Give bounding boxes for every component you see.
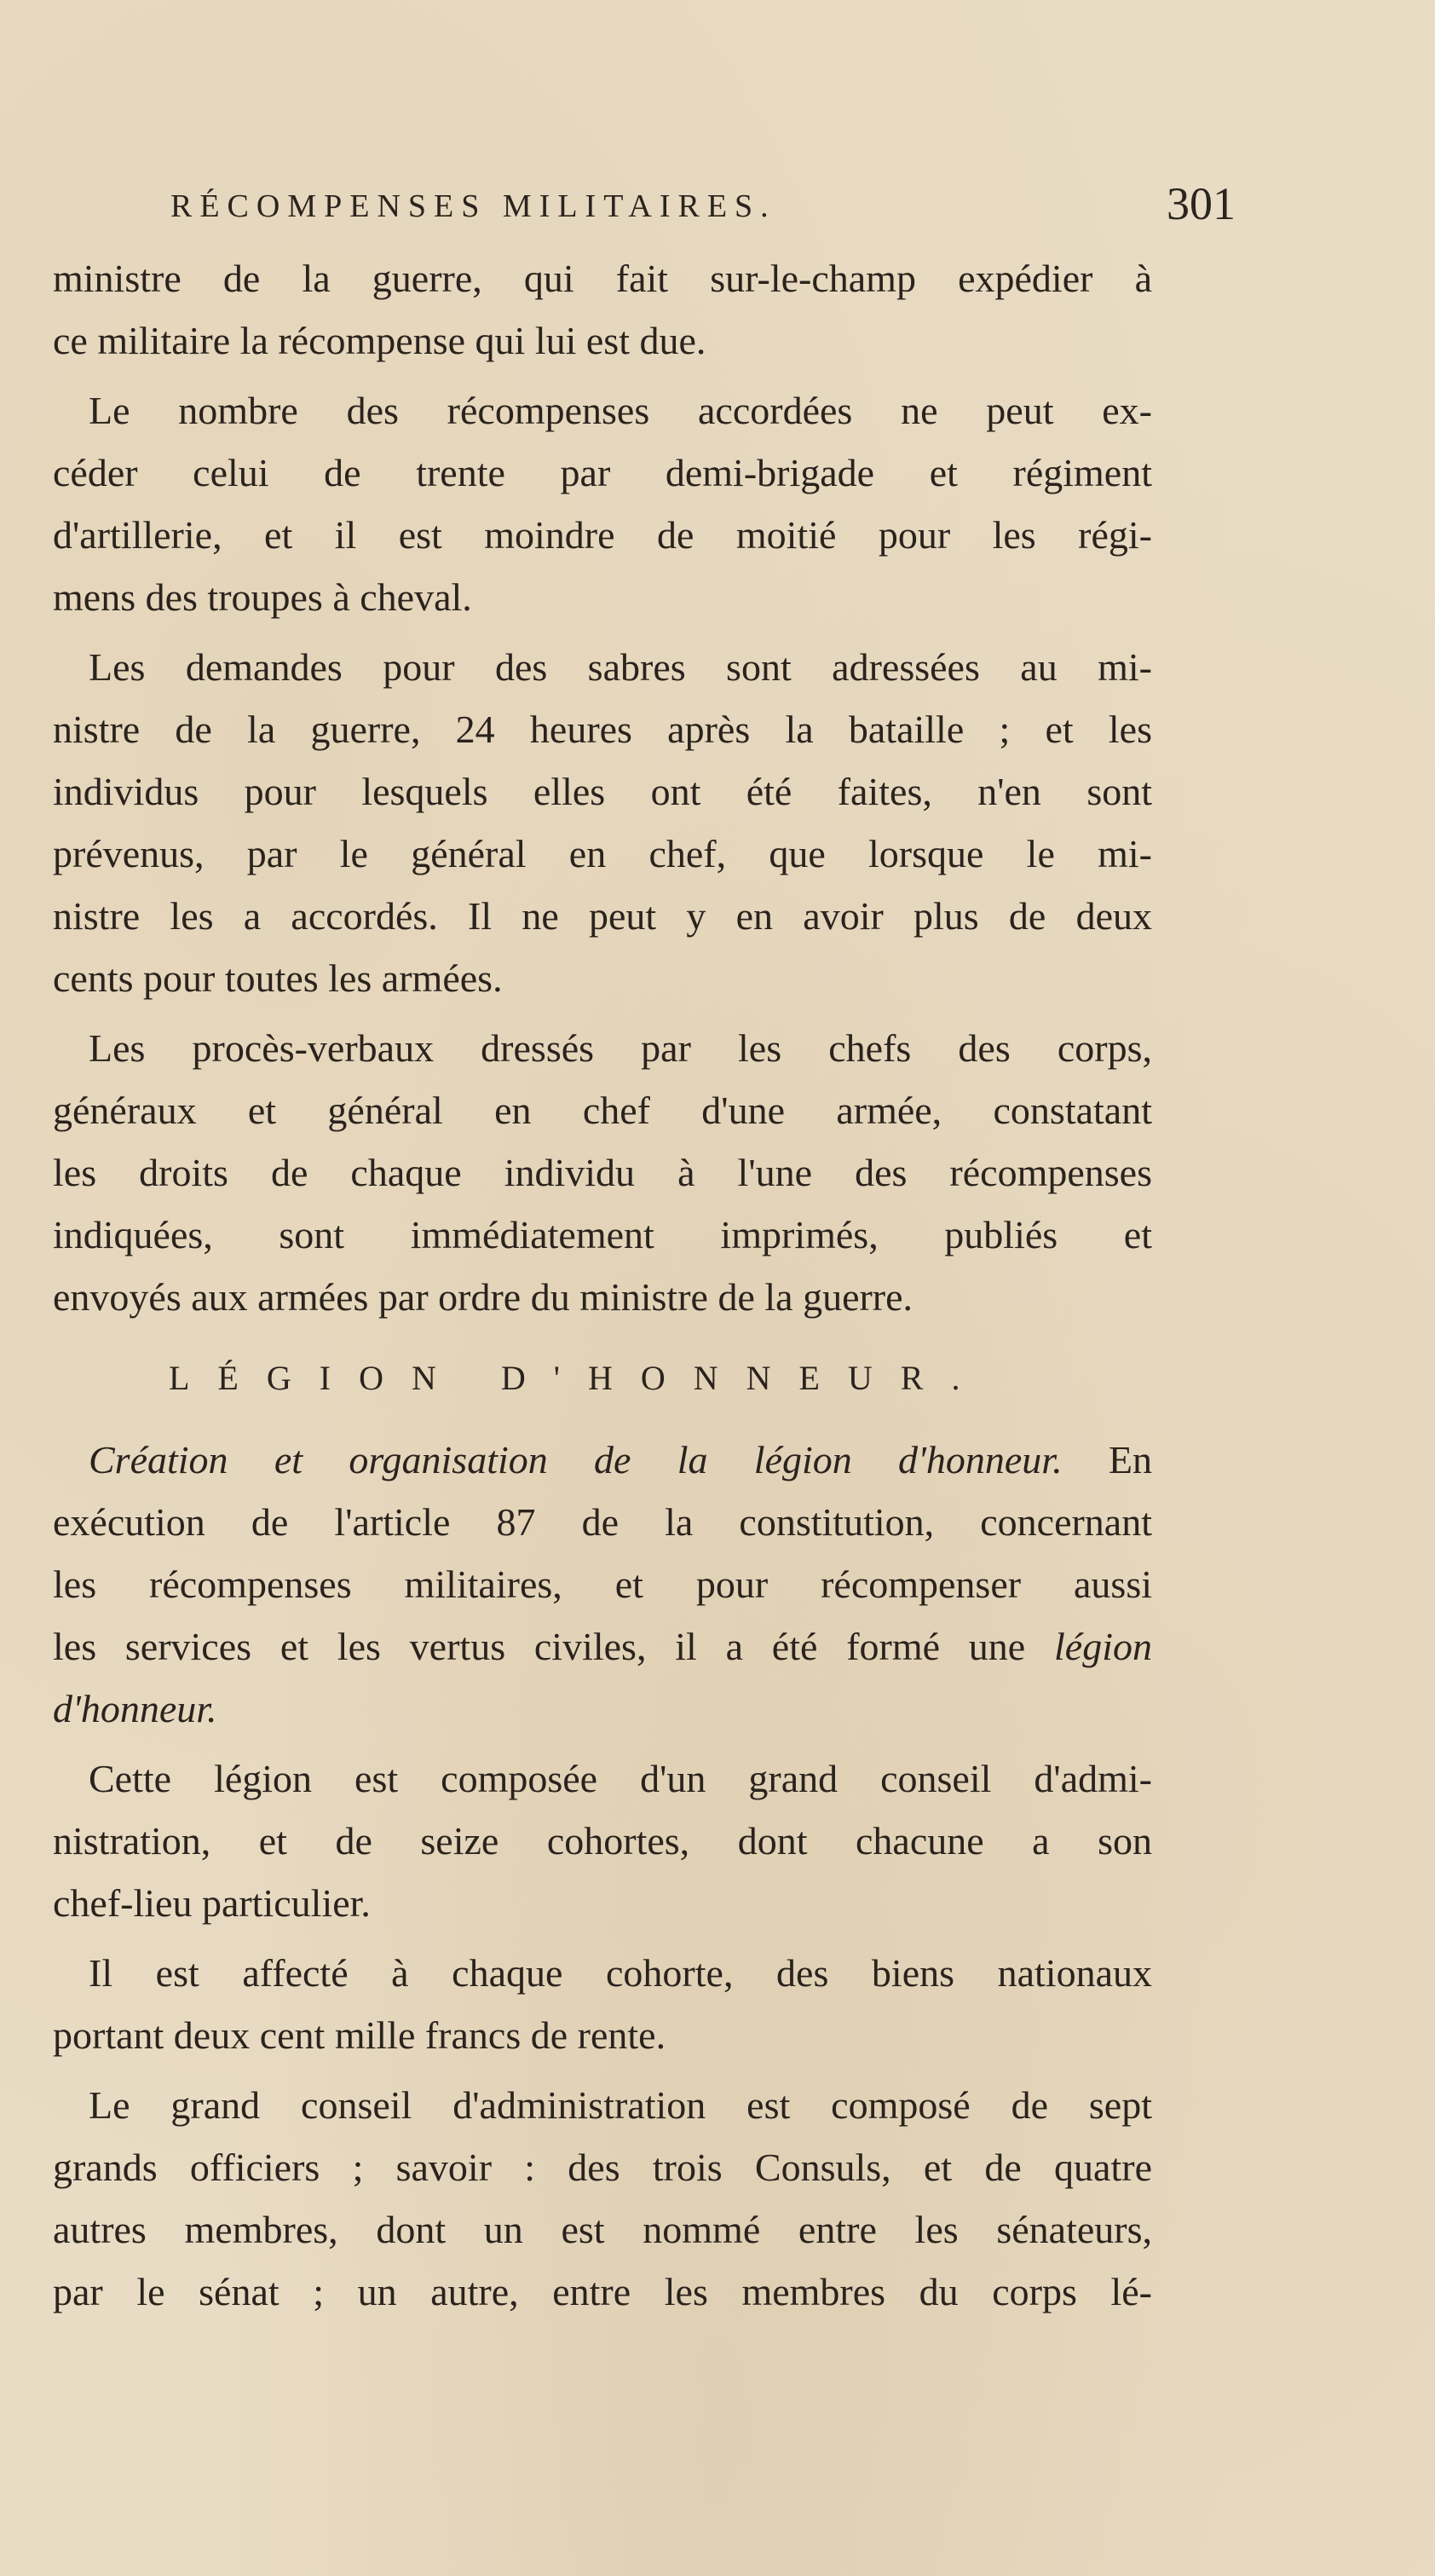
paragraph (53, 379, 1152, 628)
italic-lead: Création et organisation de la légion d'honneur. (89, 1438, 1063, 1481)
text-line: cents pour toutes les armées. (53, 956, 503, 1000)
paragraph (53, 2074, 1152, 2323)
text-line: individus pour lesquels elles ont été faites, n'en sont (53, 770, 1152, 813)
text-line: prévenus, par le général en chef, que lorsque le mi- (53, 832, 1152, 875)
text-line: nistration, et de seize cohortes, dont chacune a son (53, 1819, 1152, 1863)
body-text (53, 247, 1152, 2323)
paragraph (53, 636, 1152, 1009)
text-line: Le grand conseil d'administration est composé de sept (89, 2083, 1152, 2127)
text-line (53, 1429, 1152, 1491)
section-heading: LÉGION D'HONNEUR. (169, 1359, 988, 1397)
paragraph (53, 1747, 1152, 1934)
running-title: RÉCOMPENSES MILITAIRES. (170, 188, 776, 224)
italic-text: légion (1054, 1625, 1153, 1668)
paragraph (53, 1017, 1152, 1328)
text-line (53, 1615, 1152, 1678)
text-line: chef-lieu particulier. (53, 1881, 371, 1925)
text-line: Les procès-verbaux dressés par les chefs des corps, (89, 1026, 1152, 1070)
paragraph (53, 1429, 1152, 1740)
text-line: exécution de l'article 87 de la constitution, concernant (53, 1500, 1152, 1544)
lead-rest: En (1108, 1438, 1152, 1481)
text-line: autres membres, dont un est nommé entre les sénateurs, (53, 2208, 1152, 2251)
text-line: généraux et général en chef d'une armée, constatant (53, 1089, 1152, 1132)
text-line: Les demandes pour des sabres sont adressées au mi- (89, 645, 1152, 689)
text-line: ce militaire la récompense qui lui est due. (53, 319, 706, 362)
text-line: nistre de la guerre, 24 heures après la bataille ; et les (53, 708, 1152, 751)
paragraph (53, 1942, 1152, 2066)
text-line: Le nombre des récompenses accordées ne peut ex- (89, 389, 1152, 432)
text-line: par le sénat ; un autre, entre les membres du corps lé- (53, 2270, 1152, 2313)
paragraph (53, 247, 1152, 372)
text-line: d'honneur. (53, 1687, 217, 1730)
text-line: Cette légion est composée d'un grand conseil d'admi- (89, 1757, 1152, 1800)
text-line: les droits de chaque individu à l'une des récompenses (53, 1151, 1152, 1194)
text-line: envoyés aux armées par ordre du ministre de la guerre. (53, 1275, 913, 1319)
text-line: ministre de la guerre, qui fait sur-le-champ expédier à (53, 257, 1152, 300)
text-line: portant deux cent mille francs de rente. (53, 2013, 666, 2057)
line-text: les services et les vertus civiles, il a été formé une (53, 1625, 1026, 1668)
text-line: grands officiers ; savoir : des trois Consuls, et de quatre (53, 2146, 1152, 2189)
text-line: mens des troupes à cheval. (53, 575, 472, 619)
text-line: indiquées, sont immédiatement imprimés, publiés et (53, 1213, 1152, 1256)
text-line: nistre les a accordés. Il ne peut y en avoir plus de deux (53, 894, 1152, 938)
text-line: les récompenses militaires, et pour récompenser aussi (53, 1562, 1152, 1606)
page-number: 301 (1167, 178, 1236, 229)
text-line: Il est affecté à chaque cohorte, des biens nationaux (89, 1951, 1152, 1995)
text-line: d'artillerie, et il est moindre de moitié pour les régi- (53, 513, 1152, 557)
text-line: céder celui de trente par demi-brigade et régiment (53, 451, 1152, 494)
running-head (170, 177, 1236, 237)
